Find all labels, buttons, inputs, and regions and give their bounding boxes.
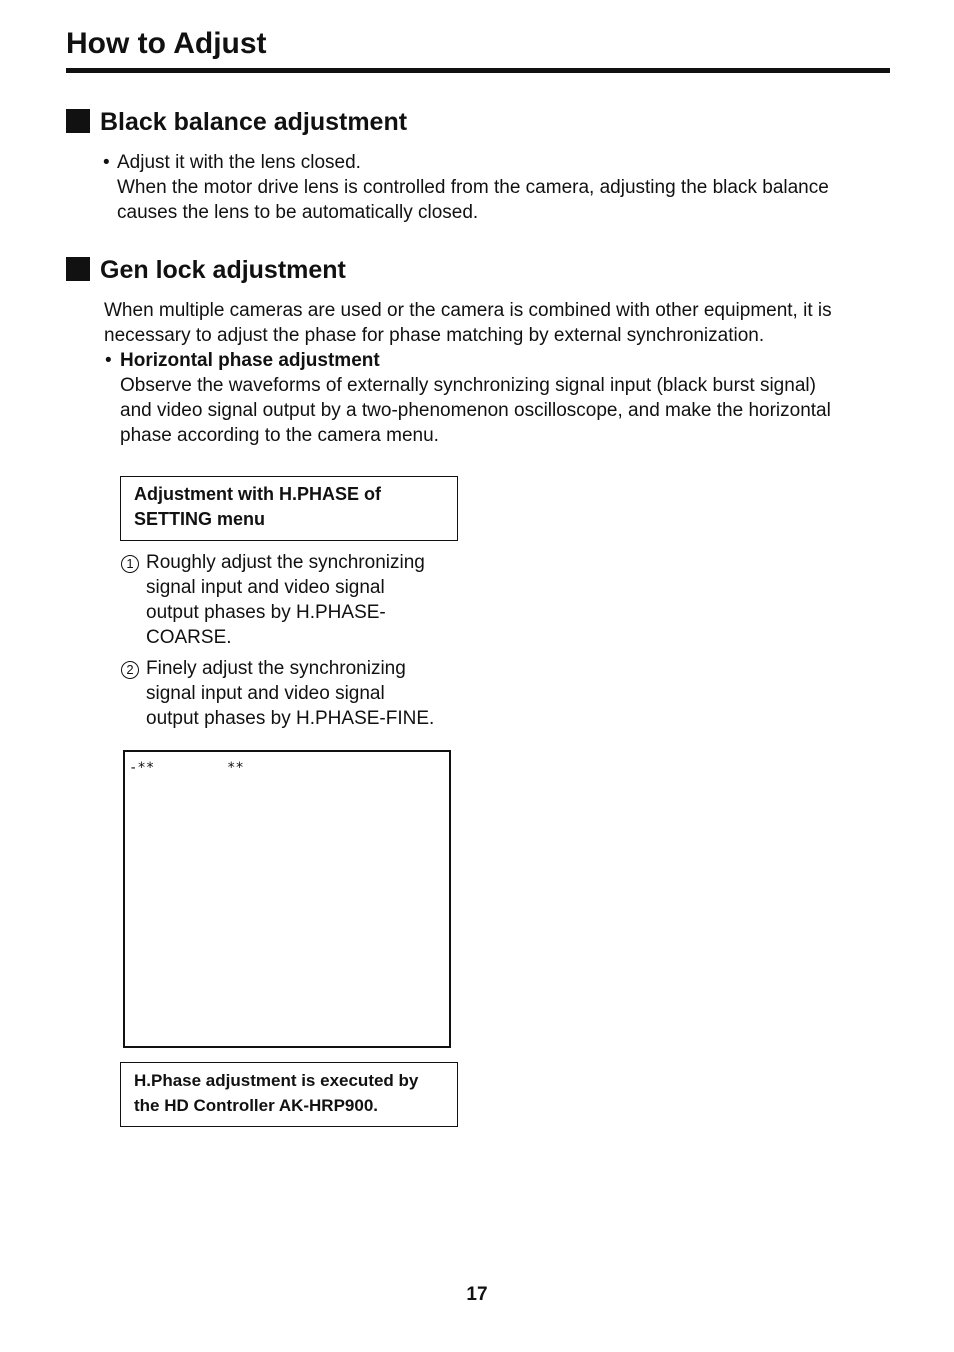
bullet-dot: • <box>103 152 110 173</box>
bullet-dot: • <box>105 350 112 371</box>
heading-square-marker <box>66 257 90 281</box>
step-2-text <box>146 656 434 731</box>
text-line: Adjust it with the lens closed. <box>117 152 361 173</box>
menu-reference-box <box>120 476 458 541</box>
text-line: Finely adjust the synchronizing <box>146 658 406 679</box>
step-1-text <box>146 550 425 650</box>
text-line: When the motor drive lens is controlled from the camera, adjusting the black balance <box>117 177 829 198</box>
section-heading-gen-lock <box>66 255 346 285</box>
text-line: output phases by H.PHASE- <box>146 602 386 623</box>
hrp900-note-box <box>120 1062 458 1127</box>
text-line: phase according to the camera menu. <box>120 425 439 446</box>
text-line: signal input and video signal <box>146 683 385 704</box>
menu-screen-frame <box>123 750 451 1048</box>
horizontal-phase-block <box>120 348 831 448</box>
box-line: SETTING menu <box>134 509 266 529</box>
text-line: necessary to adjust the phase for phase matching by external synchronization. <box>104 325 765 346</box>
title-rule <box>66 68 890 73</box>
box-line: H.Phase adjustment is executed by <box>134 1071 419 1090</box>
text-line: output phases by H.PHASE-FINE. <box>146 708 435 729</box>
black-balance-heading-text: Black balance adjustment <box>100 108 408 136</box>
text-line: Observe the waveforms of externally synchronizing signal input (black burst signal) <box>120 375 816 396</box>
menu-screen-right-text: ** <box>227 760 244 776</box>
text-line: signal input and video signal <box>146 577 385 598</box>
page-title: How to Adjust <box>66 27 267 60</box>
heading-square-marker <box>66 109 90 133</box>
gen-lock-intro <box>104 298 832 348</box>
black-balance-text <box>117 150 829 225</box>
text-line: causes the lens to be automatically closed. <box>117 202 479 223</box>
step-number-1: 1 <box>121 555 139 573</box>
box-line: the HD Controller AK-HRP900. <box>134 1096 379 1115</box>
gen-lock-heading-text: Gen lock adjustment <box>100 256 346 284</box>
text-line: When multiple cameras are used or the camera is combined with other equipment, it is <box>104 300 832 321</box>
box-line: Adjustment with H.PHASE of <box>134 484 381 504</box>
text-line: COARSE. <box>146 627 232 648</box>
page-number: 17 <box>466 1284 488 1305</box>
text-line: and video signal output by a two-phenomenon oscilloscope, and make the horizontal <box>120 400 831 421</box>
menu-screen-left-text: -** <box>129 760 155 776</box>
step-number-2: 2 <box>121 661 139 679</box>
section-heading-black-balance <box>66 107 407 137</box>
text-line: Roughly adjust the synchronizing <box>146 552 425 573</box>
horizontal-phase-subheading: Horizontal phase adjustment <box>120 350 380 371</box>
